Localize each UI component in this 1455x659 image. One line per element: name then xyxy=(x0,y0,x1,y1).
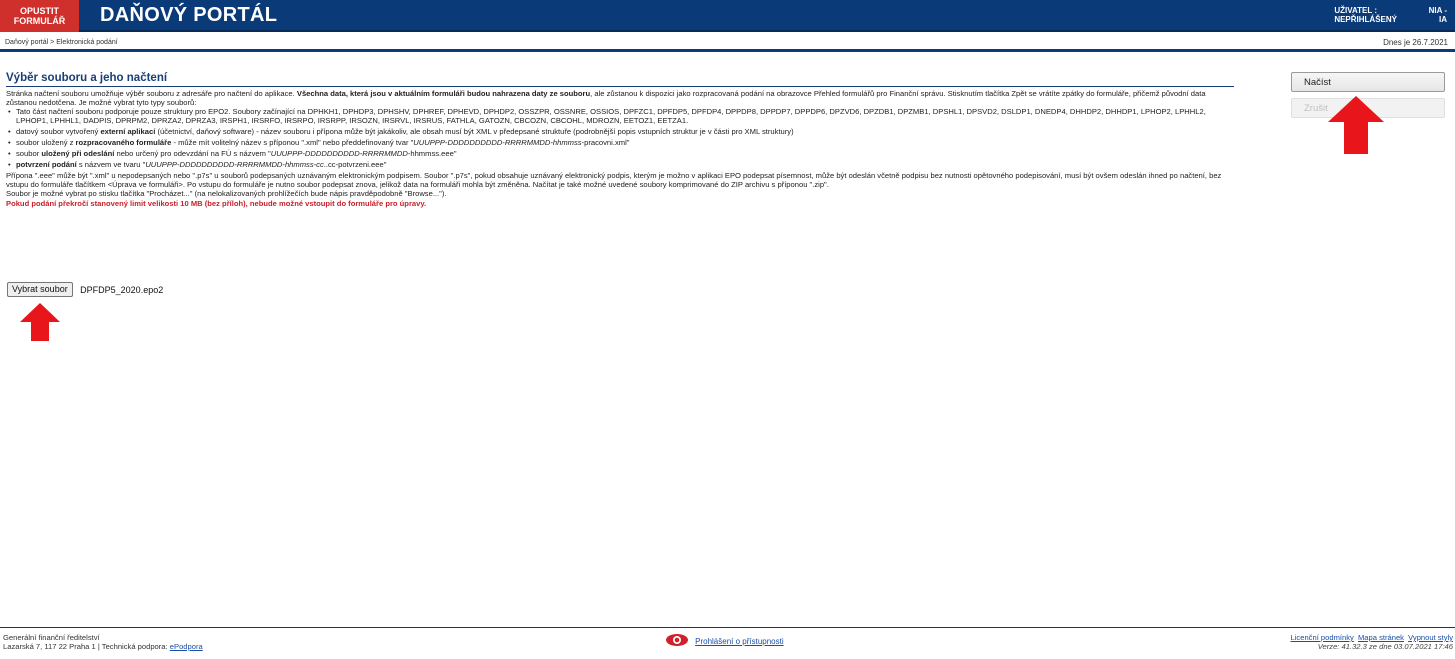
top-header-bar xyxy=(0,0,1455,32)
exit-form-button[interactable] xyxy=(0,0,79,32)
breadcrumb xyxy=(5,39,118,46)
bullet4-pre: soubor xyxy=(16,149,40,158)
list-item xyxy=(16,138,1234,147)
main-content xyxy=(6,72,1234,208)
user-id-line1: NIA - xyxy=(1428,6,1447,15)
bullet4-mid: nebo určený pro odevzdání na FÚ s názvem " xyxy=(116,149,271,158)
bullet4-bold: uložený při odeslání xyxy=(41,149,115,158)
load-button[interactable]: Načíst xyxy=(1291,72,1445,92)
accessibility-statement xyxy=(665,633,784,647)
bullet2-bold: externí aplikací xyxy=(100,127,156,136)
list-item xyxy=(16,149,1234,158)
org-name: Generální finanční ředitelství xyxy=(3,633,100,642)
footer-links-row xyxy=(1289,633,1453,642)
portal-title: DAŇOVÝ PORTÁL xyxy=(100,4,278,26)
user-label xyxy=(1334,6,1397,24)
bullet5-mid: s názvem ve tvaru " xyxy=(78,160,146,169)
breadcrumb-item-electronic-submissions[interactable]: Elektronická podání xyxy=(56,39,118,46)
intro-text-1: Stránka načtení souboru umožňuje výběr souboru z adresáře pro načtení do aplikace. xyxy=(6,89,295,98)
user-label-line1: UŽIVATEL : xyxy=(1334,6,1377,15)
bullet4-post: -hhmmss.eee" xyxy=(407,149,457,158)
user-label-line2: NEPŘIHLÁŠENÝ xyxy=(1334,15,1397,24)
selected-file-name: DPFDP5_2020.epo2 xyxy=(80,284,164,295)
file-picker xyxy=(7,281,163,297)
current-date: Dnes je 26.7.2021 xyxy=(1383,38,1448,47)
org-address xyxy=(3,642,203,651)
footer-links xyxy=(1289,633,1453,651)
support-link[interactable]: ePodpora xyxy=(169,642,203,651)
bullet4-italic: UUUPPP-DDDDDDDDDD-RRRRMMDD xyxy=(270,149,408,158)
version-info: Verze: 41.32.3 ze dne 03.07.2021 17:46 xyxy=(1317,642,1453,651)
breadcrumb-separator: > xyxy=(50,39,55,46)
choose-file-button[interactable]: Vybrat soubor xyxy=(7,282,73,297)
list-item xyxy=(16,160,1234,169)
bullet3-italic: UUUPPP-DDDDDDDDDD-RRRRMMDD-hhmmss xyxy=(413,138,582,147)
bullet3-mid: - může mít volitelný název s příponou ".xml" nebo předdefinovaný tvar " xyxy=(173,138,414,147)
browse-paragraph: Soubor je možné vybrat po stisku tlačítka "Procházet..." (na nelokalizovaných prohlížečích bude nápis pravděpodobně "Browse..."). xyxy=(6,189,447,198)
size-limit-warning: Pokud podání překročí stanovený limit velikosti 10 MB (bez příloh), nebude možné vstoupit do formuláře pro úpravy. xyxy=(6,199,427,208)
intro-text-bold: Všechna data, která jsou v aktuálním formuláři budou nahrazena daty ze souboru xyxy=(296,89,591,98)
bullet2-post: (účetnictví, daňový software) - název souboru i přípona může být jakákoliv, ale obsah musí být XML v předepsané struktuře (podrobnější popis vstupních struktur je v části pro XML struktury) xyxy=(157,127,794,136)
extension-paragraph: Přípona ".eee" může být ".xml" u nepodepsaných nebo ".p7s" u souborů podepsaných uznávaným elektronickým podpisem. Soubor ".p7s", pokud obsahuje uznávaný elektronický podpis, kterým je možno v aplikaci EPO podepsat písemnost, může být odeslán včetně podpisu bez nutnosti opětovného podepisování, musí být ovšem odeslán ihned po načtení, bez vstupu do formuláře tlačítkem <Úprava ve formuláři>. Po vstupu do formuláře je nutno soubor podepsat znova, jelikož data na formuláři mohla být změněna. Načítat je také možné uvedené soubory komprimované do ZIP archivu s příponou ".zip". xyxy=(6,171,1222,189)
license-link[interactable]: Licenční podmínky xyxy=(1290,633,1354,642)
cancel-button: Zrušit xyxy=(1291,98,1445,118)
bullet2-pre: datový soubor vytvořený xyxy=(16,127,99,136)
breadcrumb-bar xyxy=(0,34,1455,52)
user-id-line2: IA xyxy=(1439,15,1447,24)
list-item xyxy=(16,127,1234,136)
exit-form-label-line1: OPUSTIT xyxy=(19,6,59,16)
breadcrumb-item-portal[interactable]: Daňový portál xyxy=(5,39,49,46)
bullet5-bold: potvrzení podání xyxy=(16,160,77,169)
user-id xyxy=(1429,6,1447,24)
eye-icon xyxy=(665,633,689,649)
intro-paragraph xyxy=(6,89,1234,107)
bullet5-italic: UUUPPP-DDDDDDDDDD-RRRRMMDD-hhmmss-cc xyxy=(145,160,324,169)
list-item xyxy=(16,107,1234,125)
disable-styles-link[interactable]: Vypnout styly xyxy=(1408,633,1453,642)
accessibility-link[interactable]: Prohlášení o přístupnosti xyxy=(695,636,784,646)
address-text: Lazarská 7, 117 22 Praha 1 | Technická podpora: xyxy=(3,642,168,651)
footer-org-info xyxy=(3,633,203,651)
bullet3-pre: soubor uložený z xyxy=(16,138,74,147)
bullet5-post: ..cc-potvrzeni.eee" xyxy=(323,160,387,169)
sitemap-link[interactable]: Mapa stránek xyxy=(1357,633,1404,642)
file-types-list xyxy=(6,107,1234,169)
intro-text-2: , ale zůstanou k dispozici jako rozpracovaná podání na obrazovce Přehled formulářů pro Finanční správu. Stisknutím tlačítka Zpět se vrátíte zpátky do formuláře, přičemž původní data zůstanou nedotčena. Je možné vybrat tyto typy souborů: xyxy=(6,89,1206,107)
bullet3-bold: rozpracovaného formuláře xyxy=(75,138,172,147)
footer xyxy=(0,627,1455,659)
bullet1-text: Tato část načtení souboru podporuje pouze struktury pro EPO2. Soubory začínající na DPHKH1, DPHDP3, DPHSHV, DPHREF, DPHEVD, DPHDP2, OSSZPR, OSSNRE, OSSIOS, DPFZC1, DPFDP5, DPFDP4, DPPDP8, DPPDP7, DPPDP6, DPZVD6, DPZDB1, DPZMB1, DPSHL1, DPSVD2, DSLDP1, DNEDP4, DHHDP2, DHHDP1, LPHOP2, LPHHL2, LPHOP1, LPHHL1, DADPIS, DPRPM2, DPRZA2, DPRZA3, IRSPH1, IRSRFO, IRSRPO, IRSRPP, IRSOZN, IRSRVL, IRSRUS, FATHLA, GATOZN, CBCOZN, CBCOHL, MDROZN, EETOZ1, EETZA1. xyxy=(16,107,1206,125)
bullet3-post: -pracovni.xml" xyxy=(581,138,630,147)
exit-form-label-line2: FORMULÁŘ xyxy=(13,16,66,26)
page-title: Výběr souboru a jeho načtení xyxy=(6,72,1234,87)
